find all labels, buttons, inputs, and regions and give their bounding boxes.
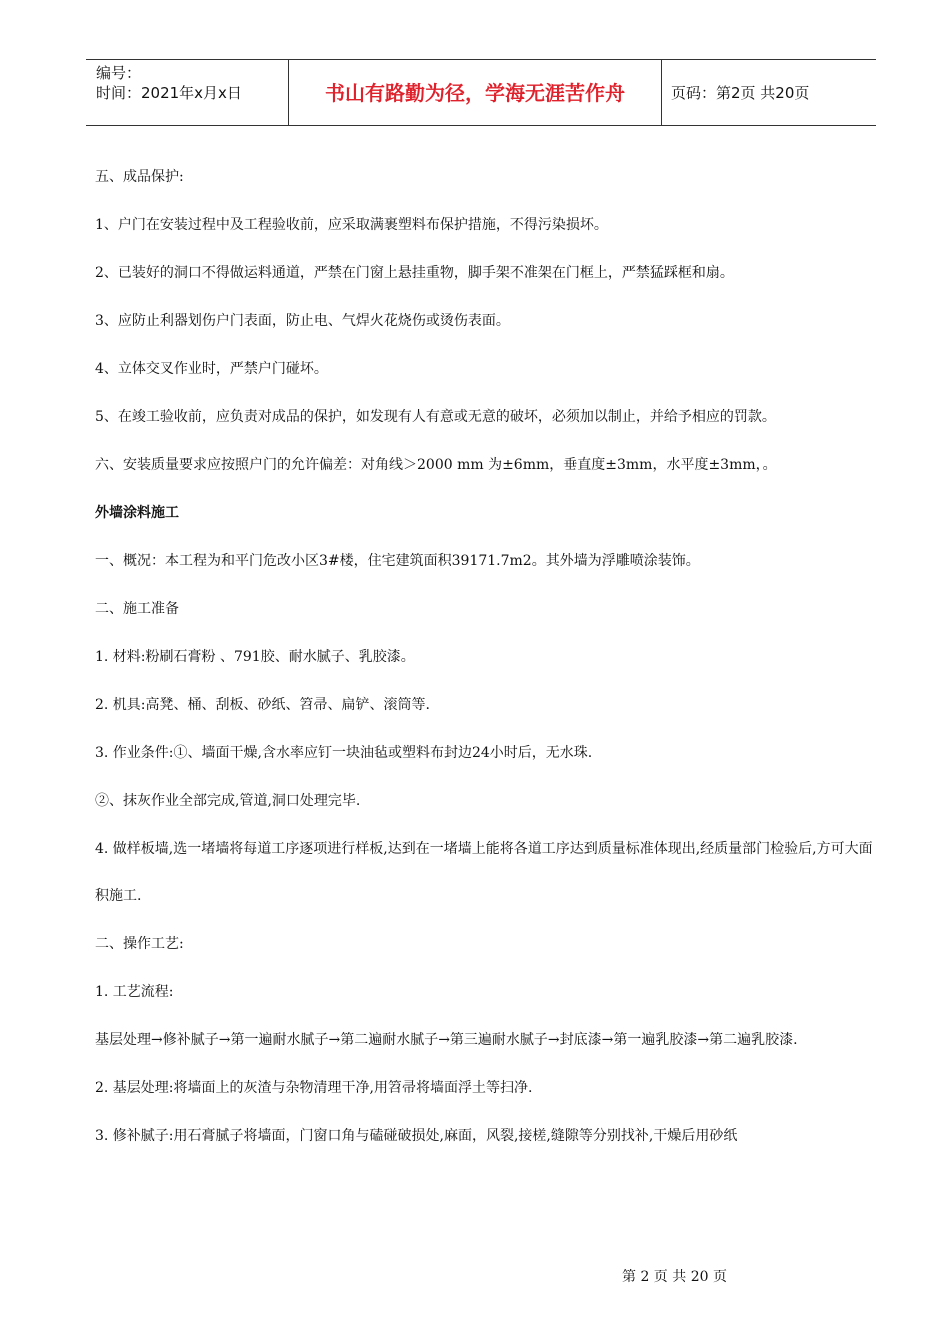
body-paragraph: 1. 材料:粉刷石膏粉 、791胶、耐水腻子、乳胶漆。 (95, 649, 415, 665)
document-body (95, 166, 875, 1173)
body-paragraph: 一、概况：本工程为和平门危改小区3#楼，住宅建筑面积39171.7m2。其外墙为浮雕喷涂装饰。 (95, 553, 700, 569)
header-motto: 书山有路勤为径，学海无涯苦作舟 (288, 60, 662, 125)
page-footer: 第 2 页 共 20 页 (622, 1269, 727, 1285)
section-heading: 二、施工准备 (95, 601, 179, 617)
body-paragraph: 4. 做样板墙,选一堵墙将每道工序逐项进行样板,达到在一堵墙上能将各道工序达到质量标准体现出,经质量部门检验后,方可大面积施工. (95, 841, 873, 904)
section-title: 外墙涂料施工 (95, 505, 179, 521)
body-paragraph: 1. 工艺流程: (95, 984, 174, 1000)
section-heading: 二、操作工艺: (95, 936, 184, 952)
body-paragraph: 5、在竣工验收前，应负责对成品的保护，如发现有人有意或无意的破坏，必须加以制止，并给予相应的罚款。 (95, 409, 776, 425)
body-paragraph: 六、安装质量要求应按照户门的允许偏差：对角线＞2000 mm 为±6mm，垂直度±3mm，水平度±3mm，。 (95, 457, 777, 473)
section-heading: 五、成品保护: (95, 169, 184, 185)
body-paragraph: 2、已装好的洞口不得做运料通道，严禁在门窗上悬挂重物，脚手架不准架在门框上，严禁猛踩框和扇。 (95, 265, 734, 281)
document-time-label: 时间：2021年x月x日 (96, 84, 242, 102)
body-paragraph: 2. 基层处理:将墙面上的灰渣与杂物清理干净,用笤帚将墙面浮土等扫净. (95, 1080, 533, 1096)
page-header (86, 59, 876, 126)
body-paragraph: 4、立体交叉作业时，严禁户门碰坏。 (95, 361, 328, 377)
header-meta (86, 60, 288, 125)
body-paragraph: ②、抹灰作业全部完成,管道,洞口处理完毕. (95, 793, 361, 809)
body-paragraph: 2. 机具:高凳、桶、刮板、砂纸、笤帚、扁铲、滚筒等. (95, 697, 430, 713)
document-number-label: 编号： (96, 64, 142, 82)
body-paragraph: 3、应防止利器划伤户门表面，防止电、气焊火花烧伤或烫伤表面。 (95, 313, 510, 329)
body-paragraph: 3. 修补腻子:用石膏腻子将墙面，门窗口角与磕碰破损处,麻面，风裂,接槎,缝隙等分别找补,干燥后用砂纸 (95, 1128, 738, 1144)
header-page-number: 页码：第2页 共20页 (671, 84, 810, 102)
body-paragraph: 3. 作业条件:①、墙面干燥,含水率应钉一块油毡或塑料布封边24小时后，无水珠. (95, 745, 593, 761)
body-paragraph: 1、户门在安装过程中及工程验收前，应采取满裹塑料布保护措施，不得污染损坏。 (95, 217, 608, 233)
body-paragraph: 基层处理→修补腻子→第一遍耐水腻子→第二遍耐水腻子→第三遍耐水腻子→封底漆→第一遍乳胶漆→第二遍乳胶漆. (95, 1032, 798, 1048)
